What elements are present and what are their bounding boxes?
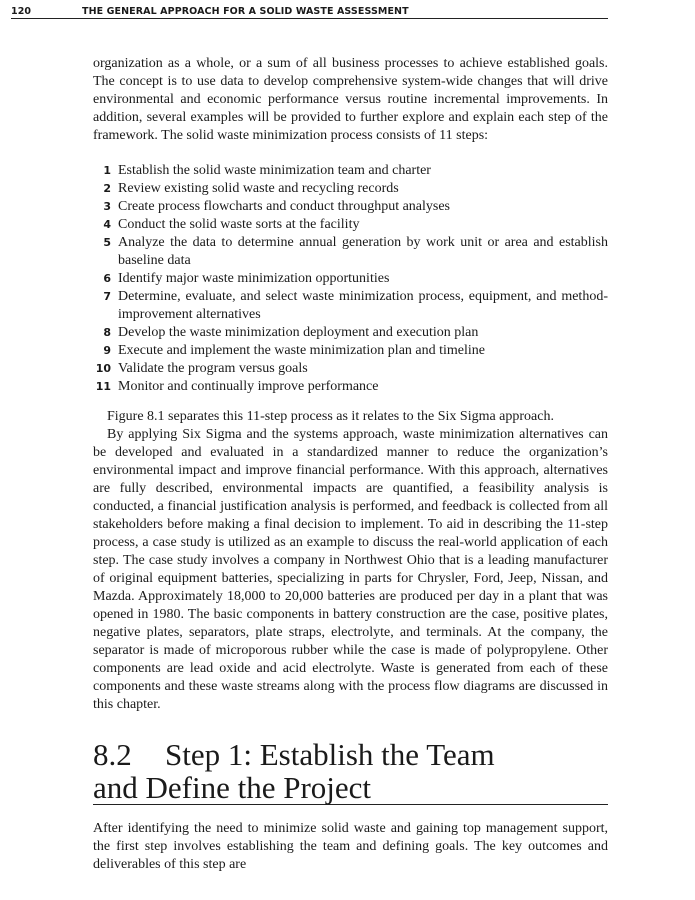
- section-title-line2: and Define the Project: [93, 770, 372, 805]
- step-text: Identify major waste minimization opportunities: [118, 271, 390, 286]
- list-item: [93, 360, 608, 378]
- section-title-line1: Step 1: Establish the Team: [165, 737, 495, 772]
- list-item: [93, 216, 608, 234]
- step-number: 3: [103, 200, 111, 213]
- step-number: 1: [103, 164, 111, 177]
- running-title: THE GENERAL APPROACH FOR A SOLID WASTE ASSESSMENT: [82, 6, 409, 17]
- figure-reference-paragraph: Figure 8.1 separates this 11-step process as it relates to the Six Sigma approach.: [107, 409, 554, 424]
- step1-intro-paragraph: After identifying the need to minimize solid waste and gaining top management support, the first step involves establishing the team and defining goals. The key outcomes and deliverables of this step are: [93, 821, 608, 872]
- intro-paragraph: organization as a whole, or a sum of all business processes to achieve established goals. The concept is to use data to develop comprehensive system-wide changes that will drive environmental and economic performance versus routine incremental improvements. In addition, several examples will be provided to further explore and explain each step of the framework. The solid waste minimization process consists of 11 steps:: [93, 56, 608, 143]
- list-item: [93, 198, 608, 216]
- list-item: [93, 324, 608, 342]
- step-text: Execute and implement the waste minimization plan and timeline: [118, 343, 486, 358]
- steps-list: [93, 162, 608, 396]
- step-text: Review existing solid waste and recycling records: [118, 181, 399, 196]
- step-number: 7: [103, 290, 111, 303]
- step-text: Determine, evaluate, and select waste minimization process, equipment, and method-improvement alternatives: [118, 289, 608, 322]
- section-heading: [93, 738, 608, 805]
- step-text: Analyze the data to determine annual generation by work unit or area and establish baseline data: [118, 235, 608, 268]
- list-item: [93, 162, 608, 180]
- step-number: 6: [103, 272, 111, 285]
- six-sigma-paragraph: By applying Six Sigma and the systems approach, waste minimization alternatives can be developed and evaluated in a standardized manner to reduce the organization’s environmental impact and improve financial performance. With this approach, alternatives are fully described, environmental impacts are quantified, a feasibility analysis is conducted, a financial justification analysis is performed, and feedback is collected from all stakeholders before making a final decision to implement. To aid in describing the 11-step process, a case study is utilized as an example to discuss the real-world application of each step. The case study involves a company in Northwest Ohio that is a leading manufacturer of original equipment batteries, specializing in parts for Chrysler, Ford, Jeep, Nissan, and Mazda. Approximately 18,000 to 20,000 batteries are produced per day in a plant that was opened in 1980. The basic components in battery construction are the case, positive plates, negative plates, separators, plate straps, electrolyte, and terminals. At the company, the separator is made of microporous rubber while the case is made of polypropylene. Other components are lead oxide and acid electrolyte. Waste is generated from each of these components and these waste streams along with the process flow diagrams are discussed in this chapter.: [93, 427, 608, 712]
- list-item: [93, 342, 608, 360]
- step-number: 5: [103, 236, 111, 249]
- list-item: [93, 270, 608, 288]
- step-number: 8: [103, 326, 111, 339]
- step-text: Develop the waste minimization deployment and execution plan: [118, 325, 479, 340]
- step-number: 9: [103, 344, 111, 357]
- running-header: [11, 6, 608, 19]
- step-number: 2: [103, 182, 111, 195]
- step-text: Create process flowcharts and conduct throughput analyses: [118, 199, 451, 214]
- step-text: Monitor and continually improve performance: [118, 379, 379, 394]
- step-text: Validate the program versus goals: [118, 361, 308, 376]
- list-item: [93, 378, 608, 396]
- step-number: 10: [95, 362, 111, 375]
- list-item: [93, 234, 608, 270]
- list-item: [93, 288, 608, 324]
- step-text: Establish the solid waste minimization team and charter: [118, 163, 431, 178]
- section-number: 8.2: [93, 737, 132, 772]
- step-number: 11: [95, 380, 111, 393]
- list-item: [93, 180, 608, 198]
- page-number: 120: [11, 6, 32, 17]
- step-number: 4: [103, 218, 111, 231]
- step-text: Conduct the solid waste sorts at the facility: [118, 217, 360, 232]
